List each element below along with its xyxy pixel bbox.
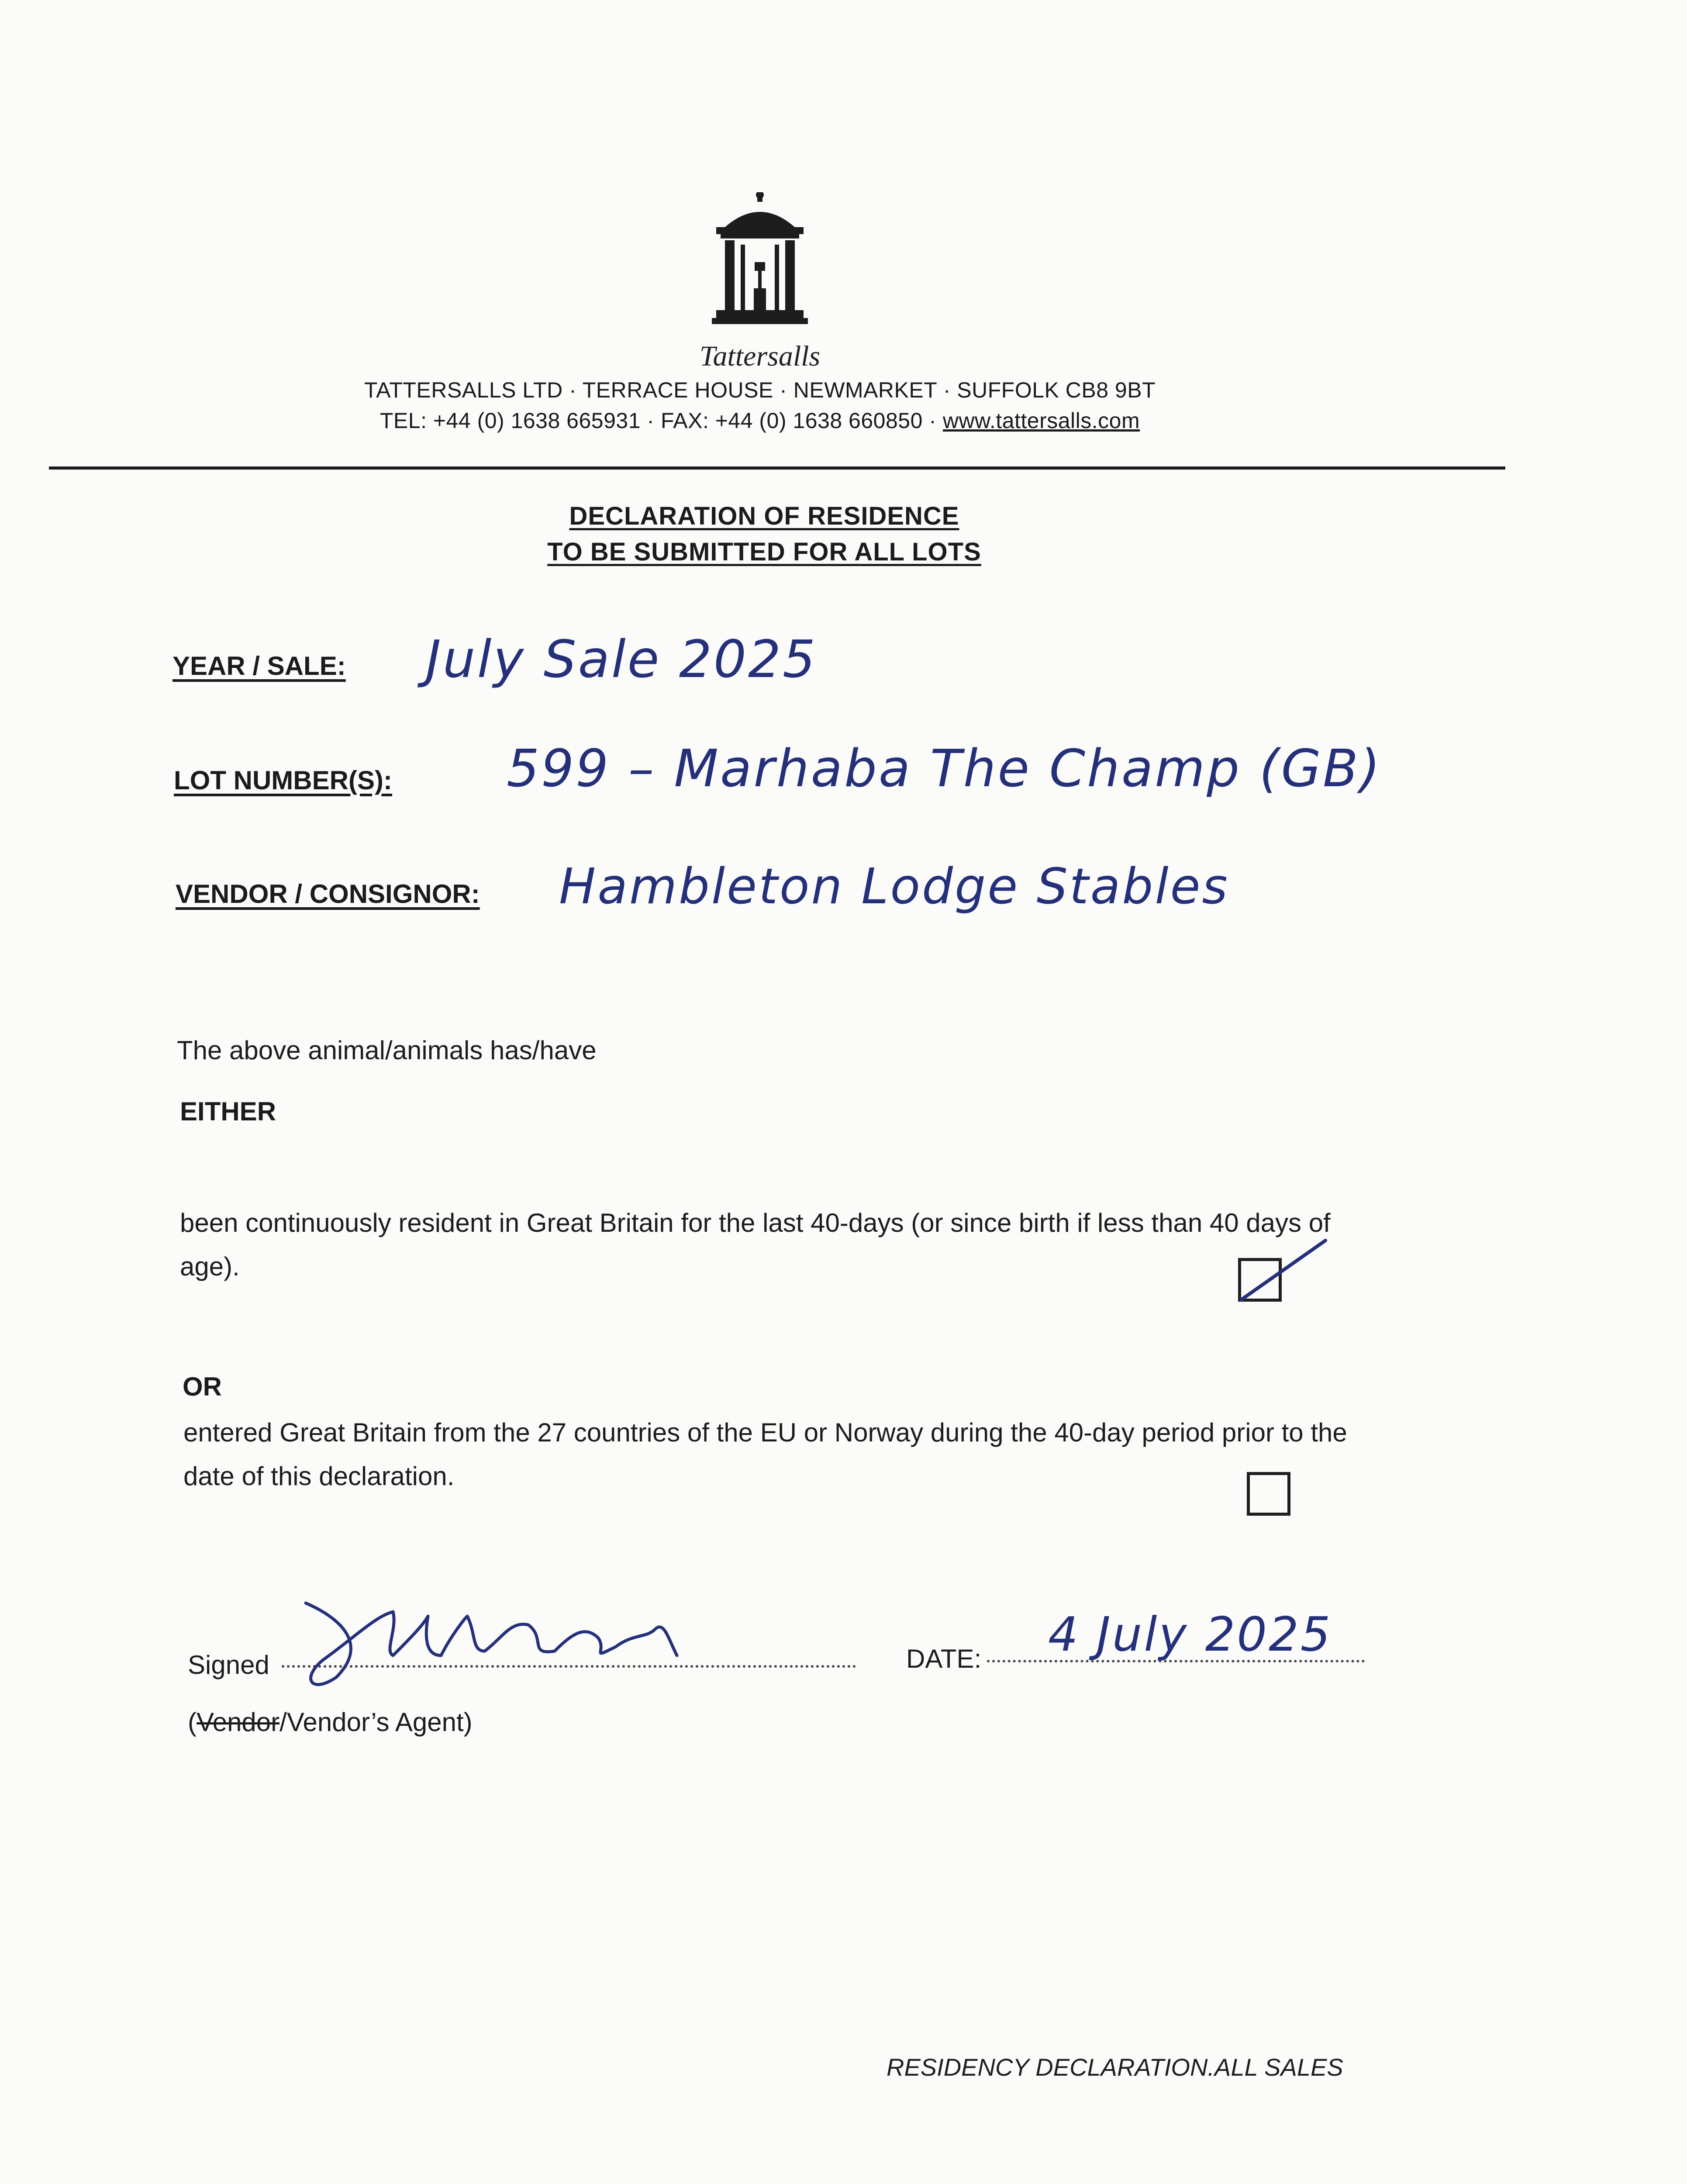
footer-text: RESIDENCY DECLARATION.ALL SALES	[887, 2053, 1343, 2081]
phone-fax: TEL: +44 (0) 1638 665931 · FAX: +44 (0) 1638 660850 ·	[379, 408, 943, 433]
header-divider	[49, 467, 1505, 470]
date-value[interactable]: 4 July 2025	[1048, 1607, 1332, 1662]
tattersalls-logo	[707, 192, 812, 341]
signed-label: Signed	[188, 1650, 269, 1679]
vendor-value[interactable]: Hambleton Lodge Stables	[559, 858, 1229, 915]
form-subtitle: TO BE SUBMITTED FOR ALL LOTS	[547, 538, 981, 566]
option1-text: been continuously resident in Great Britain for the last 40-days (or since birth if less than 40 days of age).	[180, 1208, 1331, 1281]
year-sale-label: YEAR / SALE:	[172, 651, 346, 681]
company-address: TATTERSALLS LTD · TERRACE HOUSE · NEWMARKET · SUFFOLK CB8 9BT	[364, 378, 1156, 402]
option2-checkbox[interactable]	[1247, 1472, 1290, 1516]
website-link[interactable]: www.tattersalls.com	[942, 408, 1140, 433]
signature-image	[284, 1590, 742, 1704]
lot-number-label: LOT NUMBER(S):	[174, 766, 392, 795]
option2-text: entered Great Britain from the 27 countries of the EU or Norway during the 40-day period prior to the date of this declaration.	[183, 1418, 1347, 1491]
signer-role	[188, 1700, 473, 1744]
company-contact	[271, 408, 1249, 433]
or-label: OR	[183, 1372, 222, 1401]
checkmark-icon	[1234, 1232, 1339, 1310]
role-struck: Vendor	[196, 1707, 280, 1737]
either-label: EITHER	[180, 1097, 276, 1126]
logo-wordmark: Tattersalls	[699, 340, 821, 372]
role-open: (	[188, 1707, 197, 1737]
date-label: DATE:	[906, 1644, 982, 1673]
year-sale-value[interactable]: July Sale 2025	[426, 629, 818, 689]
form-title: DECLARATION OF RESIDENCE	[569, 502, 959, 530]
vendor-label: VENDOR / CONSIGNOR:	[176, 879, 480, 909]
intro-text: The above animal/animals has/have	[177, 1036, 597, 1065]
role-rest: /Vendor’s Agent)	[279, 1707, 473, 1737]
lot-number-value[interactable]: 599 – Marhaba The Champ (GB)	[507, 738, 1382, 798]
